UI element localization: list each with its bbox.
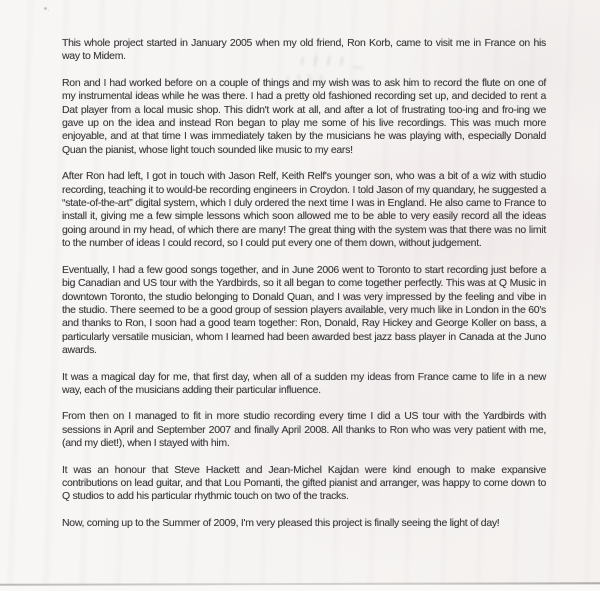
liner-notes-paragraph: It was a magical day for me, that first day, when all of a sudden my ideas from France came to life in a new way, each of the musicians adding their particular influence. <box>62 370 546 396</box>
liner-notes-paragraph: From then on I managed to fit in more studio recording every time I did a US tour with the Yardbirds with sessions in April and September 2007 and finally April 2008. All thanks to Ron who was very patient with me, (and my diet!), when I stayed with him. <box>62 410 546 450</box>
liner-notes-text <box>62 37 546 543</box>
liner-notes-paragraph: Eventually, I had a few good songs together, and in June 2006 went to Toronto to start recording just before a big Canadian and US tour with the Yardbirds, so it all began to come together perfectly. This was at Q Music in downtown Toronto, the studio belonging to Donald Quan, and I was very impressed by the feeling and vibe in the studio. There seemed to be a good group of session players available, very much like in London in the 60's and thanks to Ron, I soon had a good team together: Ron, Donald, Ray Hickey and George Koller on bass, a particularly versatile musician, whom I learned had been awarded best jazz bass player in Canada at the Juno awards. <box>62 263 546 357</box>
liner-notes-paragraph: It was an honour that Steve Hackett and Jean-Michel Kajdan were kind enough to make expansive contributions on lead guitar, and that Lou Pomanti, the gifted pianist and arranger, was happy to come down to Q studios to add his particular rhythmic touch on two of the tracks. <box>62 463 546 503</box>
scan-page-edge <box>0 585 600 591</box>
liner-notes-paragraph: This whole project started in January 2005 when my old friend, Ron Korb, came to visit me in France on his way to Midem. <box>62 37 546 63</box>
liner-notes-paragraph: Ron and I had worked before on a couple of things and my wish was to ask him to record the flute on one of my instrumental ideas while he was there. I had a pretty old fashioned recording set up, and decided to rent a Dat player from a local music shop. This didn't work at all, and after a lot of frustrating too-ing and fro-ing we gave up on the idea and instead Ron began to play me some of his live recordings. This was much more enjoyable, and at that time I was immediately taken by the musicians he was playing with, especially Donald Quan the pianist, whose light touch sounded like music to my ears! <box>62 76 546 156</box>
liner-notes-paragraph: After Ron had left, I got in touch with Jason Relf, Keith Relf's younger son, who was a bit of a wiz with studio recording, teaching it to would-be recording engineers in Croydon. I told Jason of my quandary, he suggested a “state-of-the-art” digital system, which I duly ordered the next time I was in England. He also came to France to install it, giving me a few simple lessons which soon allowed me to be able to very easily record all the ideas going around in my head, of which there are many! The great thing with the system was that there was no limit to the number of ideas I could record, so I could put every one of them down, without judgement. <box>62 170 546 250</box>
liner-notes-paragraph: Now, coming up to the Summer of 2009, I'm very pleased this project is finally seeing the light of day! <box>62 516 500 529</box>
scan-speck <box>44 7 47 10</box>
